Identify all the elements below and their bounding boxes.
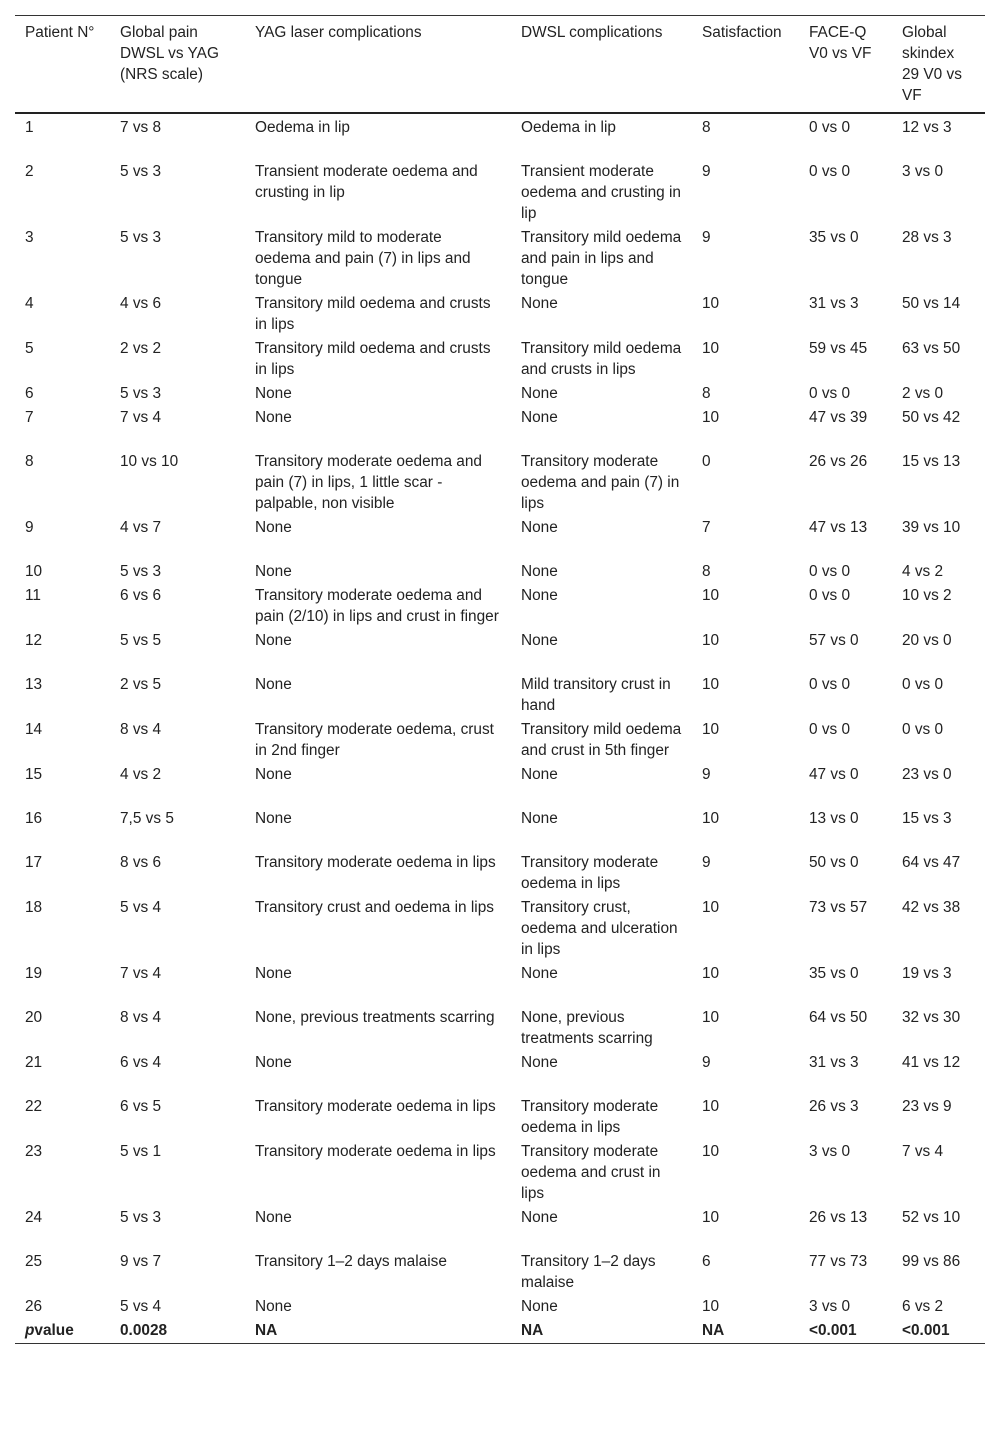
table-row: [15, 450, 985, 516]
cell-dwsl-complications: None: [521, 1209, 558, 1226]
cell-skindex: 19 vs 3: [902, 965, 952, 982]
cell-dwsl-complications: Transitory mild oedema and crust in 5th finger: [521, 721, 682, 759]
cell-global-pain: 6 vs 5: [120, 1098, 162, 1115]
table-row: [15, 896, 985, 962]
cell-global-pain: 5 vs 3: [120, 563, 162, 580]
cell-global-pain: 5 vs 3: [120, 385, 162, 402]
cell-face-q: 26 vs 13: [809, 1209, 868, 1226]
table-row: [15, 1095, 985, 1140]
table-row: [15, 584, 985, 629]
cell-global-pain: 2 vs 5: [120, 676, 162, 693]
header-skindex: Global skindex 29 V0 vs VF: [902, 24, 962, 104]
table-row: [15, 673, 985, 718]
cell-yag-complications: None: [255, 766, 292, 783]
header-dwsl-complications: DWSL complications: [521, 24, 663, 41]
cell-skindex: 0 vs 0: [902, 676, 944, 693]
cell-patient: 13: [25, 676, 43, 693]
cell-patient: 19: [25, 965, 43, 982]
cell-dwsl-complications: Transitory moderate oedema and pain (7) in lips: [521, 453, 680, 512]
cell-skindex: 99 vs 86: [902, 1253, 961, 1270]
cell-patient: 1: [25, 119, 34, 136]
cell-dwsl-complications: None: [521, 766, 558, 783]
cell-dwsl-complications: None: [521, 519, 558, 536]
cell-yag-complications: Transitory moderate oedema in lips: [255, 1143, 496, 1160]
cell-satisfaction: 6: [702, 1253, 711, 1270]
cell-face-q: 57 vs 0: [809, 632, 859, 649]
cell-dwsl-complications: Transitory crust, oedema and ulceration in lips: [521, 899, 678, 958]
cell-dwsl-complications: None: [521, 409, 558, 426]
cell-skindex: 23 vs 9: [902, 1098, 952, 1115]
cell-patient: 11: [25, 587, 41, 604]
cell-satisfaction: 10: [702, 721, 720, 738]
summary-label: [15, 1319, 110, 1344]
cell-satisfaction: 10: [702, 340, 720, 357]
cell-satisfaction: 10: [702, 1098, 720, 1115]
cell-satisfaction: 10: [702, 965, 720, 982]
cell-yag-complications: Transitory mild oedema and crusts in lips: [255, 295, 491, 333]
cell-satisfaction: 9: [702, 163, 711, 180]
cell-patient: 18: [25, 899, 43, 916]
cell-skindex: 63 vs 50: [902, 340, 961, 357]
cell-face-q: 47 vs 0: [809, 766, 859, 783]
cell-dwsl-complications: None: [521, 587, 558, 604]
cell-face-q: 26 vs 3: [809, 1098, 859, 1115]
table-row: [15, 226, 985, 292]
cell-skindex: 6 vs 2: [902, 1298, 944, 1315]
cell-skindex: 39 vs 10: [902, 519, 961, 536]
cell-dwsl-complications: None: [521, 295, 558, 312]
cell-satisfaction: 9: [702, 1054, 711, 1071]
cell-global-pain: 2 vs 2: [120, 340, 162, 357]
cell-face-q: 3 vs 0: [809, 1143, 851, 1160]
cell-face-q: 35 vs 0: [809, 229, 859, 246]
cell-yag-complications: None: [255, 519, 292, 536]
cell-satisfaction: 8: [702, 385, 711, 402]
cell-satisfaction: 8: [702, 119, 711, 136]
cell-face-q: 77 vs 73: [809, 1253, 868, 1270]
header-patient: Patient N°: [25, 24, 95, 41]
cell-skindex: 15 vs 3: [902, 810, 952, 827]
table-row: [15, 516, 985, 560]
cell-satisfaction: 10: [702, 632, 720, 649]
cell-global-pain: 9 vs 7: [120, 1253, 162, 1270]
cell-yag-complications: None, previous treatments scarring: [255, 1009, 495, 1026]
cell-satisfaction: 10: [702, 899, 720, 916]
cell-yag-complications: Transitory moderate oedema in lips: [255, 854, 496, 871]
cell-face-q: 13 vs 0: [809, 810, 859, 827]
cell-yag-complications: Transient moderate oedema and crusting in lip: [255, 163, 478, 201]
cell-dwsl-complications: Transitory 1–2 days malaise: [521, 1253, 656, 1291]
cell-dwsl-complications: None: [521, 1054, 558, 1071]
cell-face-q: 35 vs 0: [809, 965, 859, 982]
cell-satisfaction: 10: [702, 810, 720, 827]
summary-satisfaction: NA: [702, 1322, 725, 1339]
table-row: [15, 807, 985, 851]
cell-dwsl-complications: None: [521, 810, 558, 827]
cell-dwsl-complications: Transitory mild oedema and crusts in lips: [521, 340, 682, 378]
cell-yag-complications: None: [255, 676, 292, 693]
cell-face-q: 0 vs 0: [809, 385, 851, 402]
cell-skindex: 50 vs 14: [902, 295, 961, 312]
cell-skindex: 23 vs 0: [902, 766, 952, 783]
cell-skindex: 3 vs 0: [902, 163, 944, 180]
table-body: [15, 113, 985, 1344]
cell-global-pain: 4 vs 2: [120, 766, 162, 783]
cell-face-q: 50 vs 0: [809, 854, 859, 871]
cell-patient: 17: [25, 854, 43, 871]
cell-global-pain: 6 vs 6: [120, 587, 162, 604]
header-global-pain: Global pain DWSL vs YAG (NRS scale): [120, 24, 219, 83]
cell-face-q: 0 vs 0: [809, 119, 851, 136]
cell-satisfaction: 8: [702, 563, 711, 580]
cell-global-pain: 10 vs 10: [120, 453, 179, 470]
cell-global-pain: 5 vs 3: [120, 229, 162, 246]
cell-yag-complications: None: [255, 1298, 292, 1315]
cell-yag-complications: Transitory moderate oedema and pain (2/10) in lips and crust in finger: [255, 587, 499, 625]
cell-patient: 24: [25, 1209, 43, 1226]
cell-skindex: 15 vs 13: [902, 453, 961, 470]
summary-face-q: <0.001: [809, 1322, 857, 1339]
cell-global-pain: 7,5 vs 5: [120, 810, 174, 827]
cell-patient: 6: [25, 385, 34, 402]
cell-yag-complications: Transitory mild oedema and crusts in lips: [255, 340, 491, 378]
cell-satisfaction: 9: [702, 229, 711, 246]
cell-skindex: 7 vs 4: [902, 1143, 944, 1160]
cell-yag-complications: None: [255, 632, 292, 649]
table-row: [15, 1006, 985, 1051]
summary-label-rest: value: [34, 1322, 74, 1339]
cell-global-pain: 7 vs 4: [120, 965, 162, 982]
table-row: [15, 1206, 985, 1250]
cell-face-q: 0 vs 0: [809, 563, 851, 580]
cell-yag-complications: Transitory mild to moderate oedema and pain (7) in lips and tongue: [255, 229, 471, 288]
summary-label-italic: p: [25, 1322, 35, 1339]
cell-global-pain: 5 vs 3: [120, 1209, 162, 1226]
cell-dwsl-complications: Mild transitory crust in hand: [521, 676, 671, 714]
cell-skindex: 42 vs 38: [902, 899, 961, 916]
cell-patient: 7: [25, 409, 34, 426]
cell-yag-complications: Transitory moderate oedema, crust in 2nd finger: [255, 721, 494, 759]
cell-satisfaction: 0: [702, 453, 711, 470]
cell-face-q: 26 vs 26: [809, 453, 868, 470]
cell-patient: 5: [25, 340, 34, 357]
cell-yag-complications: None: [255, 409, 292, 426]
cell-skindex: 32 vs 30: [902, 1009, 961, 1026]
cell-face-q: 47 vs 13: [809, 519, 868, 536]
table-row: [15, 629, 985, 673]
cell-global-pain: 7 vs 8: [120, 119, 162, 136]
cell-face-q: 0 vs 0: [809, 721, 851, 738]
cell-global-pain: 8 vs 4: [120, 1009, 162, 1026]
cell-patient: 12: [25, 632, 43, 649]
cell-dwsl-complications: Transitory moderate oedema and crust in lips: [521, 1143, 661, 1202]
cell-yag-complications: Transitory 1–2 days malaise: [255, 1253, 447, 1270]
cell-satisfaction: 10: [702, 587, 720, 604]
cell-patient: 16: [25, 810, 43, 827]
cell-face-q: 0 vs 0: [809, 163, 851, 180]
cell-patient: 3: [25, 229, 34, 246]
cell-patient: 26: [25, 1298, 43, 1315]
table-row: [15, 113, 985, 160]
cell-global-pain: 5 vs 3: [120, 163, 162, 180]
cell-face-q: 64 vs 50: [809, 1009, 868, 1026]
cell-face-q: 3 vs 0: [809, 1298, 851, 1315]
cell-dwsl-complications: None, previous treatments scarring: [521, 1009, 653, 1047]
cell-patient: 25: [25, 1253, 43, 1270]
results-table: [15, 15, 985, 1344]
cell-face-q: 0 vs 0: [809, 587, 851, 604]
summary-yag-complications: NA: [255, 1322, 278, 1339]
table-row: [15, 382, 985, 406]
cell-patient: 8: [25, 453, 34, 470]
cell-dwsl-complications: None: [521, 1298, 558, 1315]
cell-satisfaction: 10: [702, 1143, 720, 1160]
cell-dwsl-complications: None: [521, 385, 558, 402]
cell-yag-complications: Transitory crust and oedema in lips: [255, 899, 494, 916]
cell-face-q: 47 vs 39: [809, 409, 868, 426]
cell-dwsl-complications: Transient moderate oedema and crusting in lip: [521, 163, 681, 222]
cell-skindex: 0 vs 0: [902, 721, 944, 738]
cell-global-pain: 5 vs 5: [120, 632, 162, 649]
cell-global-pain: 7 vs 4: [120, 409, 162, 426]
cell-satisfaction: 9: [702, 766, 711, 783]
cell-global-pain: 4 vs 6: [120, 295, 162, 312]
cell-yag-complications: None: [255, 385, 292, 402]
cell-face-q: 31 vs 3: [809, 295, 859, 312]
cell-patient: 23: [25, 1143, 43, 1160]
header-satisfaction: Satisfaction: [702, 24, 782, 41]
cell-dwsl-complications: None: [521, 965, 558, 982]
cell-satisfaction: 10: [702, 295, 720, 312]
cell-global-pain: 5 vs 4: [120, 899, 162, 916]
cell-skindex: 41 vs 12: [902, 1054, 961, 1071]
cell-patient: 14: [25, 721, 43, 738]
cell-yag-complications: None: [255, 810, 292, 827]
cell-dwsl-complications: Transitory moderate oedema in lips: [521, 1098, 659, 1136]
cell-satisfaction: 10: [702, 409, 720, 426]
cell-yag-complications: Transitory moderate oedema and pain (7) in lips, 1 little scar - palpable, non visible: [255, 453, 482, 512]
cell-patient: 2: [25, 163, 34, 180]
cell-skindex: 50 vs 42: [902, 409, 961, 426]
table-header: [15, 16, 985, 114]
cell-patient: 10: [25, 563, 43, 580]
cell-skindex: 20 vs 0: [902, 632, 952, 649]
cell-yag-complications: Transitory moderate oedema in lips: [255, 1098, 496, 1115]
summary-dwsl-complications: NA: [521, 1322, 544, 1339]
cell-global-pain: 6 vs 4: [120, 1054, 162, 1071]
cell-face-q: 73 vs 57: [809, 899, 868, 916]
cell-dwsl-complications: None: [521, 632, 558, 649]
cell-dwsl-complications: Oedema in lip: [521, 119, 616, 136]
cell-yag-complications: None: [255, 965, 292, 982]
table-row: [15, 1250, 985, 1295]
cell-patient: 21: [25, 1054, 43, 1071]
cell-satisfaction: 7: [702, 519, 711, 536]
cell-dwsl-complications: Transitory moderate oedema in lips: [521, 854, 659, 892]
table-row: [15, 851, 985, 896]
cell-patient: 9: [25, 519, 34, 536]
cell-skindex: 52 vs 10: [902, 1209, 961, 1226]
cell-face-q: 59 vs 45: [809, 340, 868, 357]
cell-satisfaction: 10: [702, 676, 720, 693]
cell-skindex: 28 vs 3: [902, 229, 952, 246]
cell-face-q: 0 vs 0: [809, 676, 851, 693]
table-row: [15, 292, 985, 337]
table-row: [15, 337, 985, 382]
table-row: [15, 160, 985, 226]
header-row: [15, 16, 985, 114]
table-row: [15, 1295, 985, 1319]
cell-global-pain: 8 vs 6: [120, 854, 162, 871]
cell-face-q: 31 vs 3: [809, 1054, 859, 1071]
cell-patient: 4: [25, 295, 34, 312]
summary-skindex: <0.001: [902, 1322, 950, 1339]
cell-patient: 22: [25, 1098, 43, 1115]
table-row: [15, 962, 985, 1006]
cell-skindex: 2 vs 0: [902, 385, 944, 402]
cell-satisfaction: 10: [702, 1298, 720, 1315]
header-face-q: FACE-Q V0 vs VF: [809, 24, 872, 62]
summary-global-pain: 0.0028: [120, 1322, 168, 1339]
cell-global-pain: 4 vs 7: [120, 519, 162, 536]
cell-skindex: 64 vs 47: [902, 854, 961, 871]
table-row: [15, 1051, 985, 1095]
cell-global-pain: 5 vs 4: [120, 1298, 162, 1315]
cell-global-pain: 5 vs 1: [120, 1143, 162, 1160]
table-row: [15, 763, 985, 807]
table-row: [15, 560, 985, 584]
table-row: [15, 1140, 985, 1206]
cell-satisfaction: 9: [702, 854, 711, 871]
cell-satisfaction: 10: [702, 1009, 720, 1026]
cell-skindex: 4 vs 2: [902, 563, 944, 580]
cell-yag-complications: Oedema in lip: [255, 119, 350, 136]
cell-global-pain: 8 vs 4: [120, 721, 162, 738]
cell-patient: 15: [25, 766, 43, 783]
cell-skindex: 10 vs 2: [902, 587, 952, 604]
cell-satisfaction: 10: [702, 1209, 720, 1226]
summary-row: [15, 1319, 985, 1344]
cell-dwsl-complications: Transitory mild oedema and pain in lips and tongue: [521, 229, 682, 288]
cell-patient: 20: [25, 1009, 43, 1026]
cell-skindex: 12 vs 3: [902, 119, 952, 136]
cell-yag-complications: None: [255, 563, 292, 580]
cell-dwsl-complications: None: [521, 563, 558, 580]
cell-yag-complications: None: [255, 1054, 292, 1071]
table-row: [15, 718, 985, 763]
table-row: [15, 406, 985, 450]
cell-yag-complications: None: [255, 1209, 292, 1226]
header-yag-complications: YAG laser complications: [255, 24, 422, 41]
